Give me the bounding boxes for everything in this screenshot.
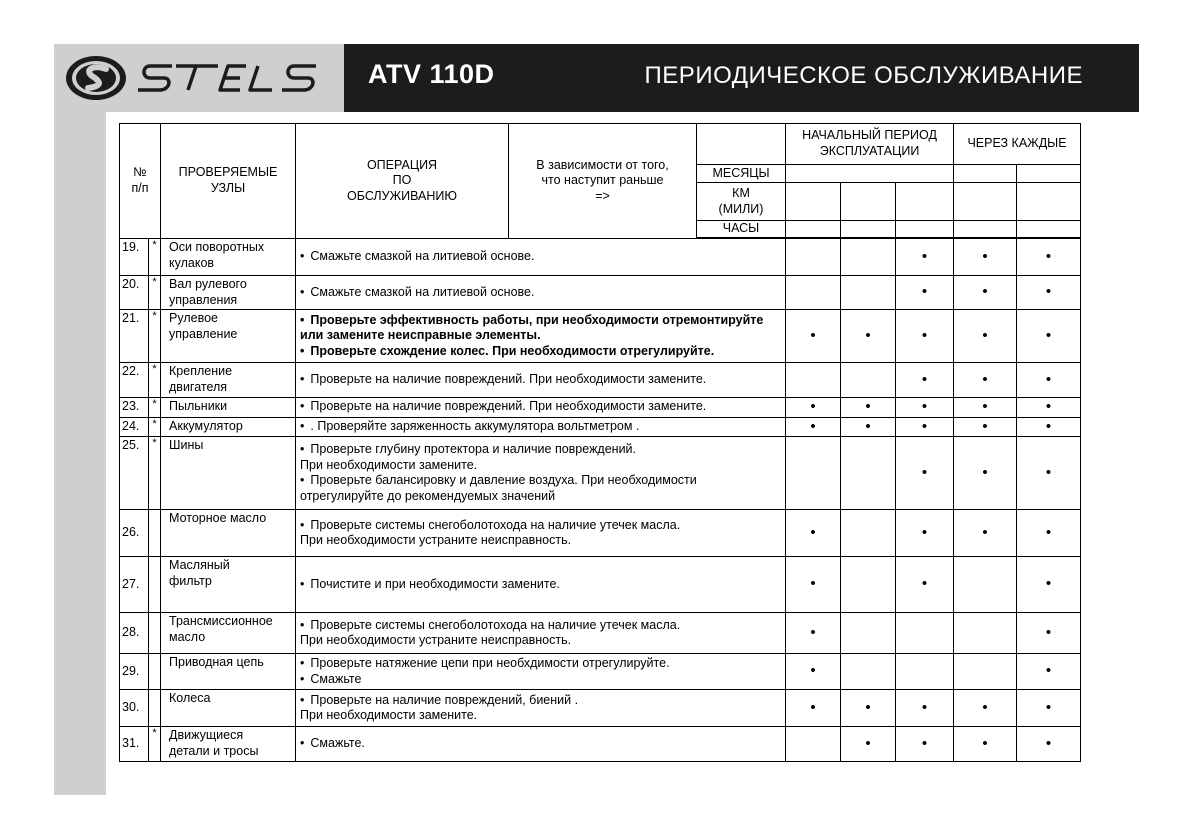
col-units-header: ПРОВЕРЯЕМЫЕ УЗЛЫ: [161, 124, 296, 239]
maintenance-table: [119, 123, 1081, 762]
km-every-1: [954, 183, 1017, 221]
row-operation: [296, 417, 786, 437]
table-row: [120, 417, 1081, 437]
row-unit: Пыльники: [161, 397, 296, 417]
schedule-dot-cell: •: [896, 690, 954, 727]
schedule-dot-cell: •: [954, 310, 1017, 363]
operation-text: • Проверьте эффективность работы, при необходимости отремонтируйте или замените неисправные элементы.: [300, 313, 782, 344]
schedule-dot-cell: •: [786, 654, 841, 690]
schedule-dot-cell: [786, 239, 841, 276]
schedule-dot-cell: •: [1017, 276, 1081, 310]
schedule-dot-cell: •: [841, 690, 896, 727]
table-row: [120, 397, 1081, 417]
schedule-dot-cell: •: [786, 310, 841, 363]
months-every-1: [954, 165, 1017, 183]
hours-initial-1: [786, 221, 841, 238]
hours-label: ЧАСЫ: [697, 221, 786, 238]
initial-period-header: НАЧАЛЬНЫЙ ПЕРИОД ЭКСПЛУАТАЦИИ: [786, 124, 954, 165]
operation-text: • Проверьте системы снегоболотохода на наличие утечек масла. При необходимости устраните неисправность.: [300, 518, 782, 549]
schedule-dot-cell: •: [1017, 363, 1081, 397]
schedule-dot-cell: [786, 276, 841, 310]
row-star-mark: [149, 510, 161, 557]
schedule-dot-cell: •: [1017, 510, 1081, 557]
every-header: ЧЕРЕЗ КАЖДЫЕ: [954, 124, 1081, 165]
schedule-dot-cell: •: [954, 417, 1017, 437]
header-row-1: [120, 124, 1081, 165]
row-operation: [296, 437, 786, 510]
schedule-dot-cell: •: [786, 613, 841, 654]
table-row: [120, 613, 1081, 654]
km-every-2: [1017, 183, 1081, 221]
row-operation: [296, 363, 786, 397]
row-unit: Аккумулятор: [161, 417, 296, 437]
schedule-dot-cell: •: [1017, 310, 1081, 363]
row-star-mark: *: [149, 310, 161, 363]
schedule-dot-cell: •: [1017, 654, 1081, 690]
operation-text: • Смажьте смазкой на литиевой основе.: [300, 249, 782, 265]
row-operation: [296, 397, 786, 417]
row-operation: [296, 557, 786, 613]
page-header: [54, 44, 1139, 112]
schedule-dot-cell: •: [896, 363, 954, 397]
row-number: 20.: [120, 276, 149, 310]
schedule-dot-cell: •: [1017, 690, 1081, 727]
row-unit: Трансмиссионное масло: [161, 613, 296, 654]
schedule-dot-cell: •: [896, 510, 954, 557]
hours-every-2: [1017, 221, 1081, 238]
row-star-mark: *: [149, 239, 161, 276]
table-row: [120, 363, 1081, 397]
row-unit: Колеса: [161, 690, 296, 727]
row-operation: [296, 510, 786, 557]
row-star-mark: *: [149, 437, 161, 510]
row-number: 24.: [120, 417, 149, 437]
side-strip: [54, 112, 106, 795]
table-row: [120, 727, 1081, 761]
row-unit: Вал рулевого управления: [161, 276, 296, 310]
operation-text: • Проверьте на наличие повреждений. При необходимости замените.: [300, 399, 782, 415]
schedule-dot-cell: •: [896, 239, 954, 276]
table-row: [120, 510, 1081, 557]
schedule-dot-cell: [954, 654, 1017, 690]
row-star-mark: *: [149, 727, 161, 761]
row-number: 28.: [120, 613, 149, 654]
schedule-dot-cell: •: [896, 417, 954, 437]
schedule-dot-cell: •: [786, 397, 841, 417]
operation-text: • Смажьте: [300, 672, 782, 688]
row-unit: Оси поворотных кулаков: [161, 239, 296, 276]
km-initial-1: [786, 183, 841, 221]
row-star-mark: [149, 654, 161, 690]
table-row: [120, 437, 1081, 510]
table-row: [120, 276, 1081, 310]
km-initial-3: [896, 183, 954, 221]
schedule-dot-cell: [786, 363, 841, 397]
schedule-dot-cell: •: [896, 727, 954, 761]
hours-every-1: [954, 221, 1017, 238]
row-unit: Моторное масло: [161, 510, 296, 557]
row-number: 31.: [120, 727, 149, 761]
stels-badge-logo: [64, 54, 128, 102]
hours-initial-3: [896, 221, 954, 238]
schedule-dot-cell: •: [896, 276, 954, 310]
schedule-dot-cell: [841, 654, 896, 690]
schedule-dot-cell: •: [841, 417, 896, 437]
model-name: ATV 110D: [368, 59, 495, 89]
row-operation: [296, 613, 786, 654]
row-star-mark: *: [149, 397, 161, 417]
schedule-dot-cell: •: [841, 310, 896, 363]
row-star-mark: *: [149, 363, 161, 397]
schedule-dot-cell: [841, 276, 896, 310]
row-number: 29.: [120, 654, 149, 690]
row-number: 27.: [120, 557, 149, 613]
row-number: 23.: [120, 397, 149, 417]
table-row: [120, 557, 1081, 613]
operation-text: • Смажьте смазкой на литиевой основе.: [300, 285, 782, 301]
schedule-dot-cell: •: [786, 417, 841, 437]
row-operation: [296, 690, 786, 727]
operation-text: • Проверьте схождение колес. При необходимости отрегулируйте.: [300, 344, 782, 360]
row-unit: Крепление двигателя: [161, 363, 296, 397]
col-condition-header: В зависимости от того, что наступит раньше =>: [509, 124, 697, 239]
operation-text: • Смажьте.: [300, 736, 782, 752]
row-number: 25.: [120, 437, 149, 510]
schedule-dot-cell: •: [954, 363, 1017, 397]
months-every-2: [1017, 165, 1081, 183]
schedule-dot-cell: •: [896, 437, 954, 510]
row-star-mark: *: [149, 417, 161, 437]
schedule-dot-cell: [841, 510, 896, 557]
schedule-dot-cell: •: [954, 397, 1017, 417]
schedule-dot-cell: [841, 239, 896, 276]
row-operation: [296, 239, 786, 276]
logo-area: [54, 44, 344, 112]
section-title: ПЕРИОДИЧЕСКОЕ ОБСЛУЖИВАНИЕ: [644, 62, 1083, 89]
schedule-dot-cell: •: [954, 437, 1017, 510]
row-unit: Шины: [161, 437, 296, 510]
schedule-dot-cell: •: [1017, 557, 1081, 613]
row-number: 26.: [120, 510, 149, 557]
schedule-dot-cell: •: [786, 690, 841, 727]
schedule-dot-cell: [841, 437, 896, 510]
schedule-dot-cell: •: [954, 239, 1017, 276]
schedule-dot-cell: •: [786, 557, 841, 613]
schedule-dot-cell: [786, 727, 841, 761]
row-unit: Рулевое управление: [161, 310, 296, 363]
months-label: МЕСЯЦЫ: [697, 165, 786, 183]
schedule-dot-cell: •: [896, 557, 954, 613]
row-number: 21.: [120, 310, 149, 363]
schedule-dot-cell: •: [841, 397, 896, 417]
row-unit: Приводная цепь: [161, 654, 296, 690]
schedule-dot-cell: •: [1017, 437, 1081, 510]
operation-text: • Почистите и при необходимости замените.: [300, 577, 782, 593]
schedule-dot-cell: •: [1017, 239, 1081, 276]
schedule-dot-cell: •: [954, 727, 1017, 761]
schedule-dot-cell: [841, 363, 896, 397]
operation-text: • Проверьте на наличие повреждений, биений . При необходимости замените.: [300, 693, 782, 724]
km-label: КМ (МИЛИ): [697, 183, 786, 221]
schedule-dot-cell: [841, 557, 896, 613]
row-operation: [296, 276, 786, 310]
schedule-dot-cell: •: [1017, 417, 1081, 437]
title-bar: [344, 44, 1139, 112]
table-row: [120, 690, 1081, 727]
schedule-dot-cell: •: [896, 397, 954, 417]
schedule-dot-cell: [786, 437, 841, 510]
table-row: [120, 310, 1081, 363]
row-unit: Движущиеся детали и тросы: [161, 727, 296, 761]
row-operation: [296, 654, 786, 690]
hours-initial-2: [841, 221, 896, 238]
row-star-mark: [149, 613, 161, 654]
months-initial-cell: [786, 165, 954, 183]
row-star-mark: [149, 557, 161, 613]
row-number: 19.: [120, 239, 149, 276]
row-operation: [296, 310, 786, 363]
table-row: [120, 239, 1081, 276]
schedule-dot-cell: •: [786, 510, 841, 557]
schedule-dot-cell: [896, 613, 954, 654]
operation-text: • Проверьте глубину протектора и наличие повреждений. При необходимости замените.: [300, 442, 782, 473]
operation-text: • Проверьте системы снегоболотохода на наличие утечек масла. При необходимости устраните неисправность.: [300, 618, 782, 649]
table-row: [120, 654, 1081, 690]
row-star-mark: [149, 690, 161, 727]
schedule-dot-cell: •: [954, 690, 1017, 727]
schedule-dot-cell: •: [1017, 613, 1081, 654]
row-number: 30.: [120, 690, 149, 727]
col-num-header: № п/п: [120, 124, 161, 239]
schedule-dot-cell: •: [954, 510, 1017, 557]
operation-text: • Проверьте балансировку и давление воздуха. При необходимости отрегулируйте до рекомендуемых значений: [300, 473, 782, 504]
operation-text: • Проверьте натяжение цепи при необхдимости отрегулируйте.: [300, 656, 782, 672]
schedule-dot-cell: [954, 557, 1017, 613]
corner-cell: [697, 124, 786, 165]
operation-text: • . Проверяйте заряженность аккумулятора вольтметром .: [300, 419, 782, 435]
schedule-dot-cell: [896, 654, 954, 690]
km-initial-2: [841, 183, 896, 221]
col-operation-header: ОПЕРАЦИЯ ПО ОБСЛУЖИВАНИЮ: [296, 124, 509, 239]
operation-text: • Проверьте на наличие повреждений. При необходимости замените.: [300, 372, 782, 388]
row-number: 22.: [120, 363, 149, 397]
row-star-mark: *: [149, 276, 161, 310]
schedule-dot-cell: [954, 613, 1017, 654]
schedule-dot-cell: •: [841, 727, 896, 761]
schedule-dot-cell: •: [1017, 727, 1081, 761]
schedule-dot-cell: •: [896, 310, 954, 363]
schedule-dot-cell: •: [954, 276, 1017, 310]
stels-wordmark-logo: [136, 54, 336, 102]
row-unit: Масляный фильтр: [161, 557, 296, 613]
row-operation: [296, 727, 786, 761]
schedule-dot-cell: •: [1017, 397, 1081, 417]
schedule-dot-cell: [841, 613, 896, 654]
